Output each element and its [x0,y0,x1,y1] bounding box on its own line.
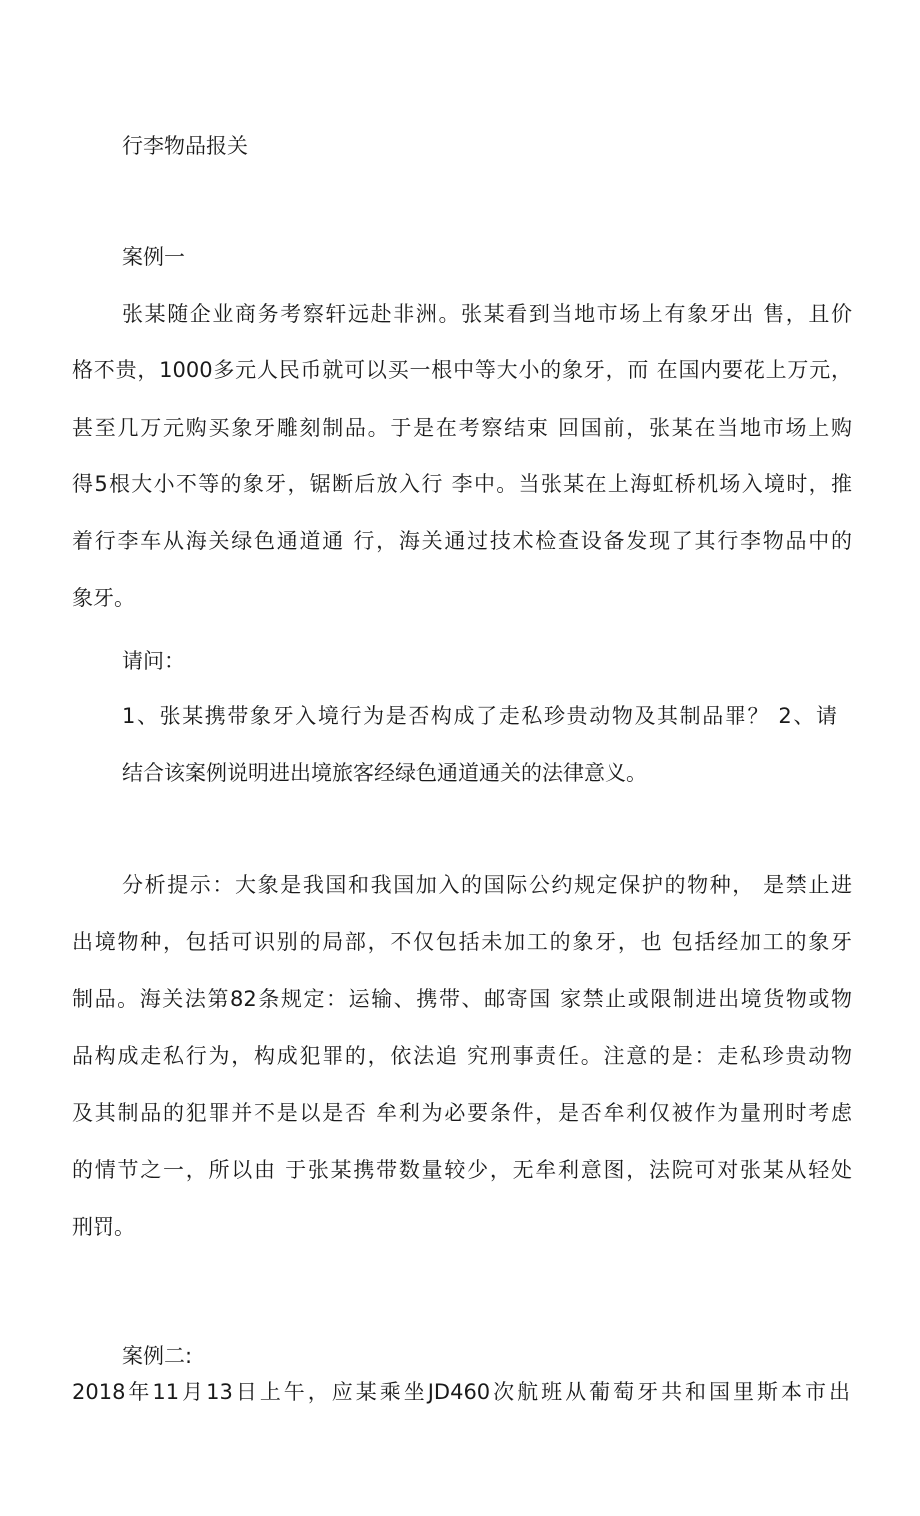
analysis-line-7: 刑罚。 [72,1215,135,1239]
document-title: 行李物品报关 [122,134,248,158]
question-line-1: 1、张某携带象牙入境行为是否构成了走私珍贵动物及其制品罪？ 2、请 [122,704,837,728]
question-line-2: 结合该案例说明进出境旅客经绿色通道通关的法律意义。 [122,761,647,785]
case2-line-1: 2018年11月13日上午，应某乘坐JD460次航班从葡萄牙共和国里斯本市出 [72,1380,850,1404]
analysis-line-6: 的情节之一，所以由 于张某携带数量较少，无牟利意图，法院可对张某从轻处 [72,1158,852,1182]
case1-line-1: 张某随企业商务考察轩远赴非洲。张某看到当地市场上有象牙出 售，且价 [122,302,852,326]
case1-heading: 案例一 [122,245,185,269]
case1-line-2: 格不贵，1000多元人民币就可以买一根中等大小的象牙，而 在国内要花上万元， [72,358,852,382]
question-label: 请问： [122,649,185,673]
case1-line-6: 象牙。 [72,586,135,610]
case1-line-5: 着行李车从海关绿色通道通 行，海关通过技术检查设备发现了其行李物品中的 [72,529,852,553]
analysis-line-4: 品构成走私行为，构成犯罪的，依法追 究刑事责任。注意的是：走私珍贵动物 [72,1044,852,1068]
case1-line-4: 得5根大小不等的象牙，锯断后放入行 李中。当张某在上海虹桥机场入境时，推 [72,472,852,496]
analysis-line-2: 出境物种，包括可识别的局部，不仅包括未加工的象牙，也 包括经加工的象牙 [72,930,852,954]
analysis-line-5: 及其制品的犯罪并不是以是否 牟利为必要条件，是否牟利仅被作为量刑时考虑 [72,1101,852,1125]
analysis-line-3: 制品。海关法第82条规定：运输、携带、邮寄国 家禁止或限制进出境货物或物 [72,987,852,1011]
analysis-line-1: 分析提示：大象是我国和我国加入的国际公约规定保护的物种， 是禁止进 [122,873,852,897]
case1-line-3: 甚至几万元购买象牙雕刻制品。于是在考察结束 回国前，张某在当地市场上购 [72,416,852,440]
case2-heading: 案例二: [122,1344,193,1368]
